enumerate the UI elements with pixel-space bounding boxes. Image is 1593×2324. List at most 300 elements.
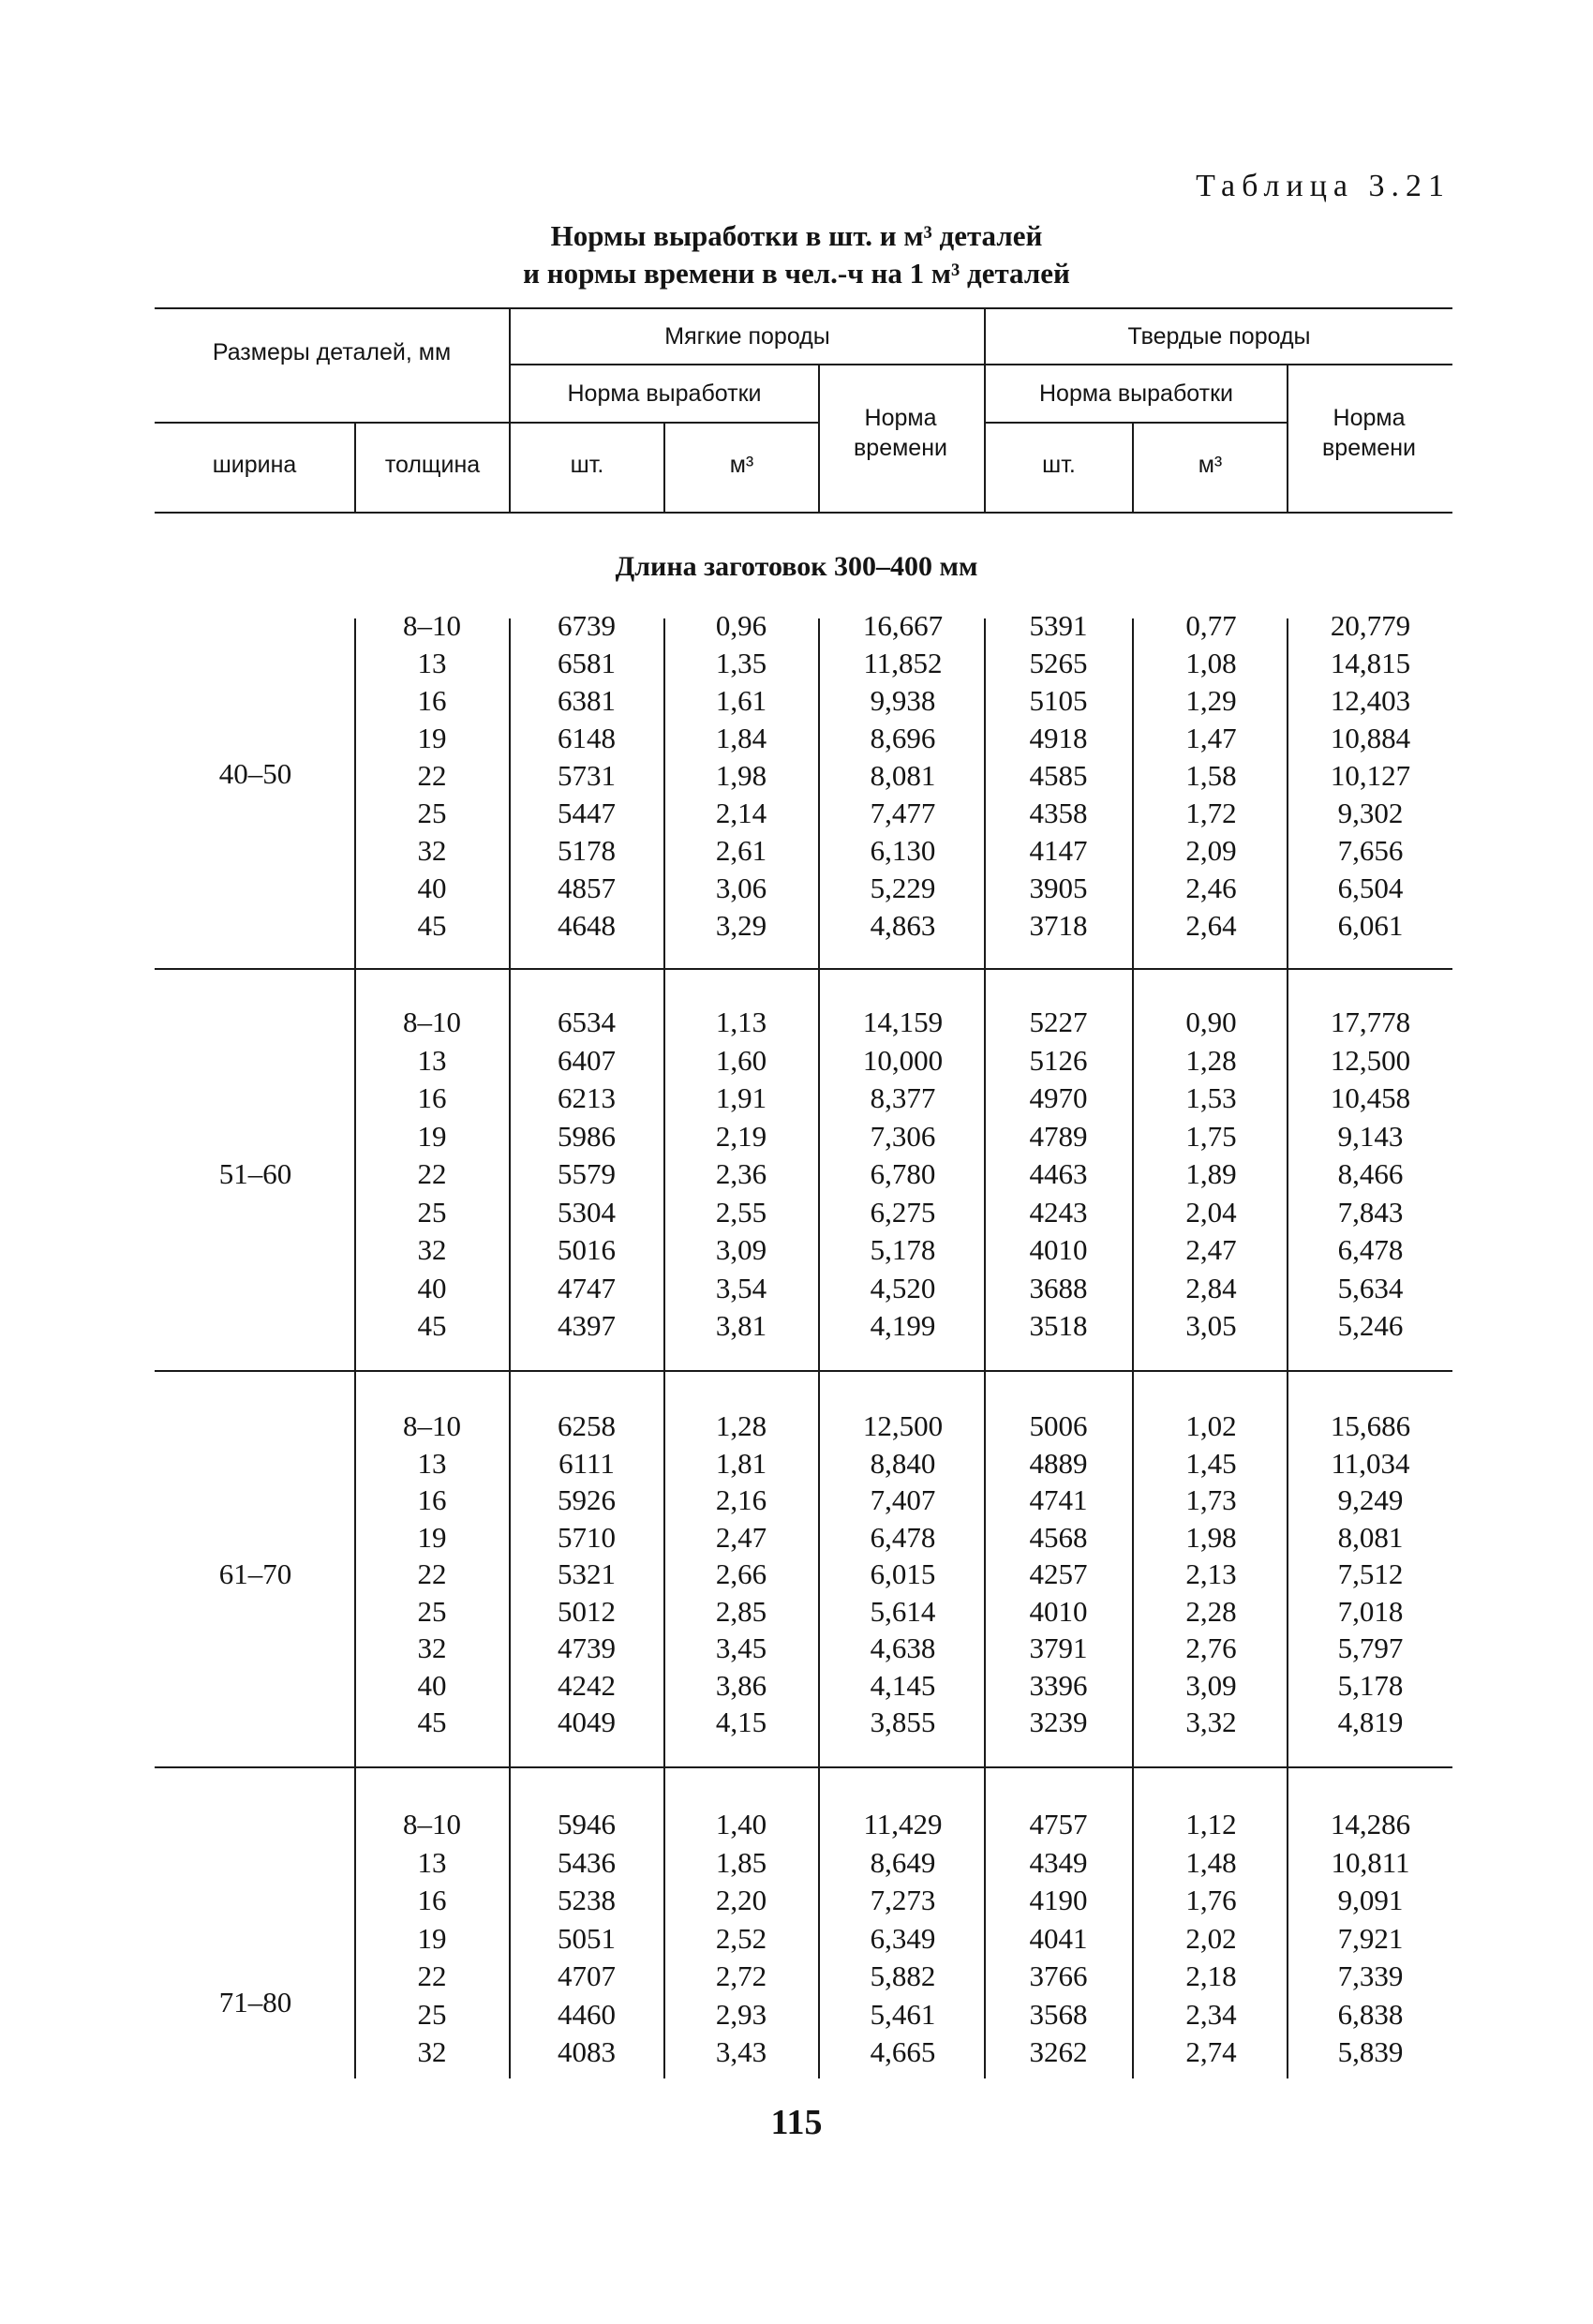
table-row	[0, 1006, 1593, 1043]
thickness-cell: 13	[417, 647, 447, 679]
soft-time-cell: 4,145	[870, 1668, 936, 1702]
table-row	[0, 1808, 1593, 1845]
hard-m3-cell: 2,34	[1185, 1997, 1237, 2031]
soft-pcs-cell: 4460	[558, 1997, 616, 2031]
hard-time-cell: 10,127	[1330, 759, 1411, 792]
hard-time-cell: 9,302	[1337, 797, 1404, 829]
soft-m3-cell: 2,19	[715, 1119, 767, 1153]
page-number: 115	[770, 2103, 823, 2142]
hard-time-cell: 10,884	[1330, 722, 1411, 754]
hard-pcs-cell: 4463	[1029, 1157, 1088, 1190]
hard-m3-cell: 1,58	[1185, 759, 1237, 792]
table-row	[0, 909, 1593, 946]
soft-m3-cell: 3,81	[715, 1309, 767, 1342]
soft-time-cell: 7,407	[870, 1483, 936, 1516]
table-row	[0, 1309, 1593, 1347]
soft-pcs-cell: 6213	[558, 1081, 616, 1114]
hard-m3-cell: 1,48	[1185, 1845, 1237, 1879]
hard-m3-cell: 1,28	[1185, 1043, 1237, 1077]
soft-time-cell: 8,696	[870, 722, 936, 754]
table-row	[0, 797, 1593, 834]
hard-pcs-cell: 5006	[1029, 1409, 1088, 1442]
table-row	[0, 1631, 1593, 1669]
header-hard-species: Твердые породы	[1127, 323, 1311, 350]
hard-m3-cell: 2,64	[1185, 909, 1237, 942]
header-hard-pcs: шт.	[1042, 452, 1076, 478]
thickness-cell: 32	[417, 1631, 447, 1664]
soft-pcs-cell: 5238	[558, 1884, 616, 1916]
soft-time-cell: 4,638	[870, 1631, 936, 1664]
hard-time-cell: 14,815	[1330, 647, 1411, 679]
hard-m3-cell: 1,98	[1185, 1520, 1237, 1554]
hard-pcs-cell: 3262	[1029, 2035, 1088, 2068]
hard-m3-cell: 1,89	[1185, 1157, 1237, 1190]
hard-pcs-cell: 5227	[1029, 1006, 1088, 1038]
soft-pcs-cell: 6407	[558, 1043, 616, 1077]
hard-m3-cell: 2,02	[1185, 1921, 1237, 1955]
header-divider-soft-time	[818, 364, 820, 512]
header-divider-hard-time	[1287, 364, 1288, 512]
soft-time-cell: 8,649	[870, 1845, 936, 1879]
soft-m3-cell: 1,28	[715, 1409, 767, 1442]
soft-time-cell: 11,852	[863, 647, 943, 679]
thickness-cell: 16	[417, 1483, 447, 1516]
hard-time-cell: 7,843	[1337, 1195, 1404, 1229]
thickness-cell: 40	[417, 1271, 447, 1304]
table-row	[0, 1409, 1593, 1447]
soft-m3-cell: 1,81	[715, 1446, 767, 1480]
width-range-label: 71–80	[218, 1986, 292, 2019]
soft-pcs-cell: 4242	[558, 1668, 616, 1702]
soft-pcs-cell: 4397	[558, 1309, 616, 1342]
hard-m3-cell: 1,72	[1185, 797, 1237, 829]
width-range-label: 61–70	[218, 1557, 292, 1590]
table-row	[0, 722, 1593, 759]
header-width: ширина	[212, 452, 297, 478]
table-row	[0, 1922, 1593, 1959]
table-row	[0, 1884, 1593, 1921]
soft-time-cell: 5,882	[870, 1959, 936, 1992]
soft-pcs-cell: 5321	[558, 1557, 616, 1590]
soft-pcs-cell: 6258	[558, 1409, 616, 1442]
header-rule-output-hard	[986, 422, 1288, 424]
hard-m3-cell: 2,28	[1185, 1594, 1237, 1628]
soft-m3-cell: 1,84	[715, 722, 767, 754]
hard-pcs-cell: 5126	[1029, 1043, 1088, 1077]
soft-pcs-cell: 5178	[558, 834, 616, 867]
table-label: Таблица 3.21	[1196, 169, 1451, 203]
soft-time-cell: 8,840	[870, 1446, 936, 1480]
soft-m3-cell: 2,16	[715, 1483, 767, 1516]
hard-time-cell: 7,656	[1337, 834, 1404, 867]
table-row	[0, 1196, 1593, 1233]
thickness-cell: 8–10	[403, 1006, 461, 1038]
hard-time-cell: 9,143	[1337, 1119, 1404, 1153]
hard-pcs-cell: 3518	[1029, 1309, 1088, 1342]
width-range-label: 40–50	[218, 757, 292, 790]
thickness-cell: 32	[417, 834, 447, 867]
hard-time-cell: 5,246	[1337, 1309, 1404, 1342]
hard-pcs-cell: 4257	[1029, 1557, 1088, 1590]
header-sizes: Размеры деталей, мм	[212, 339, 452, 365]
hard-pcs-cell: 3396	[1029, 1668, 1088, 1702]
header-hard-time-norm: Норма времени	[1322, 405, 1416, 461]
hard-pcs-cell: 3791	[1029, 1631, 1088, 1664]
soft-pcs-cell: 4747	[558, 1271, 616, 1304]
soft-m3-cell: 3,54	[715, 1271, 767, 1304]
header-soft-species: Мягкие породы	[664, 323, 830, 350]
soft-time-cell: 11,429	[863, 1808, 943, 1840]
soft-m3-cell: 1,91	[715, 1081, 767, 1114]
hard-time-cell: 7,018	[1337, 1594, 1404, 1628]
thickness-cell: 45	[417, 909, 447, 942]
table-row	[0, 1706, 1593, 1743]
hard-m3-cell: 1,29	[1185, 684, 1237, 717]
soft-pcs-cell: 5986	[558, 1119, 616, 1153]
hard-time-cell: 10,458	[1330, 1081, 1411, 1114]
soft-time-cell: 4,863	[870, 909, 936, 942]
thickness-cell: 25	[417, 1195, 447, 1229]
thickness-cell: 40	[417, 872, 447, 904]
soft-time-cell: 6,478	[870, 1520, 936, 1554]
table-row	[0, 1447, 1593, 1484]
thickness-cell: 16	[417, 684, 447, 717]
table-row	[0, 1557, 1593, 1595]
soft-time-cell: 10,000	[862, 1043, 944, 1077]
hard-time-cell: 8,081	[1337, 1520, 1404, 1554]
soft-m3-cell: 2,72	[715, 1959, 767, 1992]
soft-m3-cell: 2,14	[715, 797, 767, 829]
table-row	[0, 872, 1593, 909]
soft-m3-cell: 2,36	[715, 1157, 767, 1190]
hard-pcs-cell: 4349	[1029, 1845, 1088, 1879]
header-soft-pcs: шт.	[570, 452, 604, 478]
soft-pcs-cell: 5051	[558, 1921, 616, 1955]
soft-time-cell: 4,199	[870, 1309, 936, 1342]
table-row	[0, 1081, 1593, 1119]
soft-pcs-cell: 5012	[558, 1594, 616, 1628]
hard-pcs-cell: 4585	[1029, 759, 1088, 792]
thickness-cell: 25	[417, 1997, 447, 2031]
soft-m3-cell: 2,85	[715, 1594, 767, 1628]
hard-m3-cell: 2,74	[1185, 2035, 1237, 2068]
hard-time-cell: 15,686	[1330, 1409, 1411, 1442]
hard-pcs-cell: 4190	[1029, 1884, 1088, 1916]
thickness-cell: 8–10	[403, 1409, 461, 1442]
hard-time-cell: 7,921	[1337, 1921, 1404, 1955]
soft-time-cell: 8,081	[870, 759, 936, 792]
soft-m3-cell: 2,61	[715, 834, 767, 867]
soft-pcs-cell: 4857	[558, 872, 616, 904]
soft-time-cell: 5,178	[870, 1233, 936, 1266]
table-row	[0, 1272, 1593, 1309]
hard-m3-cell: 1,73	[1185, 1483, 1237, 1516]
hard-time-cell: 10,811	[1331, 1845, 1410, 1879]
hard-pcs-cell: 4041	[1029, 1921, 1088, 1955]
soft-m3-cell: 3,09	[715, 1233, 767, 1266]
table-row	[0, 1483, 1593, 1521]
hard-m3-cell: 1,08	[1185, 647, 1237, 679]
hard-pcs-cell: 4010	[1029, 1233, 1088, 1266]
header-thickness: толщина	[384, 452, 481, 478]
soft-pcs-cell: 4739	[558, 1631, 616, 1664]
soft-pcs-cell: 6581	[558, 647, 616, 679]
soft-time-cell: 4,520	[870, 1271, 936, 1304]
soft-m3-cell: 3,86	[715, 1668, 767, 1702]
soft-pcs-cell: 4049	[558, 1706, 616, 1738]
hard-pcs-cell: 3905	[1029, 872, 1088, 904]
hard-time-cell: 6,478	[1337, 1233, 1404, 1266]
table-row	[0, 1157, 1593, 1195]
soft-pcs-cell: 5926	[558, 1483, 616, 1516]
hard-m3-cell: 3,09	[1185, 1668, 1237, 1702]
soft-m3-cell: 1,40	[715, 1808, 767, 1840]
header-hard-m3: м³	[1198, 452, 1223, 478]
table-row	[0, 1120, 1593, 1157]
soft-pcs-cell: 5016	[558, 1233, 616, 1266]
hard-m3-cell: 2,46	[1185, 872, 1237, 904]
hard-time-cell: 11,034	[1331, 1446, 1410, 1480]
hard-m3-cell: 2,47	[1185, 1233, 1237, 1266]
hard-time-cell: 17,778	[1330, 1006, 1411, 1038]
table-row	[0, 759, 1593, 797]
hard-pcs-cell: 4010	[1029, 1594, 1088, 1628]
table-row	[0, 1998, 1593, 2035]
soft-time-cell: 6,349	[870, 1921, 936, 1955]
soft-m3-cell: 3,43	[715, 2035, 767, 2068]
soft-time-cell: 4,665	[870, 2035, 936, 2068]
soft-pcs-cell: 4648	[558, 909, 616, 942]
hard-pcs-cell: 4757	[1029, 1808, 1088, 1840]
group-separator	[155, 1370, 1452, 1372]
soft-m3-cell: 1,60	[715, 1043, 767, 1077]
header-rule-output	[155, 422, 820, 424]
soft-time-cell: 14,159	[862, 1006, 944, 1038]
soft-time-cell: 6,780	[870, 1157, 936, 1190]
soft-pcs-cell: 4707	[558, 1959, 616, 1992]
hard-time-cell: 6,504	[1337, 872, 1404, 904]
soft-m3-cell: 2,52	[715, 1921, 767, 1955]
hard-time-cell: 6,061	[1337, 909, 1404, 942]
hard-time-cell: 4,819	[1337, 1706, 1404, 1738]
hard-m3-cell: 2,04	[1185, 1195, 1237, 1229]
thickness-cell: 22	[417, 1959, 447, 1992]
soft-time-cell: 5,614	[870, 1594, 936, 1628]
hard-time-cell: 9,249	[1337, 1483, 1404, 1516]
header-hard-output-norm: Норма выработки	[1039, 380, 1233, 407]
hard-m3-cell: 1,47	[1185, 722, 1237, 754]
width-range-label: 51–60	[218, 1157, 292, 1190]
hard-m3-cell: 2,18	[1185, 1959, 1237, 1992]
soft-pcs-cell: 5436	[558, 1845, 616, 1879]
thickness-cell: 32	[417, 2035, 447, 2068]
thickness-cell: 13	[417, 1845, 447, 1879]
soft-m3-cell: 0,96	[715, 609, 767, 642]
hard-time-cell: 12,403	[1330, 684, 1411, 717]
thickness-cell: 19	[417, 722, 447, 754]
table-row	[0, 1959, 1593, 1997]
thickness-cell: 25	[417, 797, 447, 829]
header-bottom-rule	[155, 512, 1452, 514]
hard-m3-cell: 2,13	[1185, 1557, 1237, 1590]
hard-pcs-cell: 3239	[1029, 1706, 1088, 1738]
hard-m3-cell: 2,09	[1185, 834, 1237, 867]
table-row	[0, 1521, 1593, 1558]
hard-time-cell: 5,797	[1337, 1631, 1404, 1664]
hard-m3-cell: 1,02	[1185, 1409, 1237, 1442]
hard-pcs-cell: 3718	[1029, 909, 1088, 942]
hard-pcs-cell: 4568	[1029, 1520, 1088, 1554]
soft-m3-cell: 3,29	[715, 909, 767, 942]
hard-time-cell: 5,178	[1337, 1668, 1404, 1702]
hard-pcs-cell: 3766	[1029, 1959, 1088, 1992]
hard-time-cell: 9,091	[1337, 1884, 1404, 1916]
soft-m3-cell: 1,35	[715, 647, 767, 679]
hard-m3-cell: 1,53	[1185, 1081, 1237, 1114]
hard-pcs-cell: 3568	[1029, 1997, 1088, 2031]
hard-time-cell: 6,838	[1337, 1997, 1404, 2031]
hard-pcs-cell: 4889	[1029, 1446, 1088, 1480]
soft-m3-cell: 2,55	[715, 1195, 767, 1229]
thickness-cell: 32	[417, 1233, 447, 1266]
hard-pcs-cell: 4918	[1029, 722, 1088, 754]
soft-time-cell: 8,377	[870, 1081, 936, 1114]
hard-pcs-cell: 4147	[1029, 834, 1088, 867]
table-row	[0, 834, 1593, 872]
thickness-cell: 16	[417, 1081, 447, 1114]
hard-pcs-cell: 4358	[1029, 797, 1088, 829]
soft-pcs-cell: 5304	[558, 1195, 616, 1229]
soft-time-cell: 9,938	[870, 684, 936, 717]
group-separator	[155, 968, 1452, 970]
title-line-1: Нормы выработки в шт. и м³ деталей	[550, 219, 1043, 252]
thickness-cell: 22	[417, 1157, 447, 1190]
soft-m3-cell: 2,20	[715, 1884, 767, 1916]
soft-m3-cell: 1,85	[715, 1845, 767, 1879]
soft-pcs-cell: 6381	[558, 684, 616, 717]
soft-time-cell: 6,130	[870, 834, 936, 867]
thickness-cell: 13	[417, 1446, 447, 1480]
soft-time-cell: 16,667	[862, 609, 944, 642]
hard-pcs-cell: 3688	[1029, 1271, 1088, 1304]
thickness-cell: 45	[417, 1706, 447, 1738]
soft-time-cell: 3,855	[870, 1706, 936, 1738]
thickness-cell: 19	[417, 1119, 447, 1153]
table-row	[0, 1846, 1593, 1884]
hard-m3-cell: 0,90	[1185, 1006, 1237, 1038]
hard-m3-cell: 0,77	[1185, 609, 1237, 642]
soft-m3-cell: 4,15	[715, 1706, 767, 1738]
thickness-cell: 8–10	[403, 1808, 461, 1840]
soft-time-cell: 5,461	[870, 1997, 936, 2031]
hard-time-cell: 7,512	[1337, 1557, 1404, 1590]
soft-m3-cell: 1,61	[715, 684, 767, 717]
header-top-rule	[155, 307, 1452, 309]
thickness-cell: 40	[417, 1668, 447, 1702]
soft-m3-cell: 1,98	[715, 759, 767, 792]
hard-pcs-cell: 5391	[1029, 609, 1088, 642]
soft-pcs-cell: 6148	[558, 722, 616, 754]
header-soft-time-norm: Норма времени	[854, 405, 947, 461]
hard-time-cell: 14,286	[1330, 1808, 1411, 1840]
hard-m3-cell: 3,05	[1185, 1309, 1237, 1342]
soft-time-cell: 12,500	[862, 1409, 944, 1442]
soft-pcs-cell: 5946	[558, 1808, 616, 1840]
hard-m3-cell: 1,45	[1185, 1446, 1237, 1480]
title-line-2: и нормы времени в чел.-ч на 1 м³ деталей	[523, 257, 1070, 290]
thickness-cell: 19	[417, 1520, 447, 1554]
soft-pcs-cell: 5710	[558, 1520, 616, 1554]
table-row	[0, 1595, 1593, 1632]
thickness-cell: 25	[417, 1594, 447, 1628]
thickness-cell: 16	[417, 1884, 447, 1916]
soft-pcs-cell: 6111	[558, 1446, 615, 1480]
thickness-cell: 13	[417, 1043, 447, 1077]
soft-time-cell: 6,015	[870, 1557, 936, 1590]
thickness-cell: 19	[417, 1921, 447, 1955]
table-row	[0, 609, 1593, 647]
header-soft-output-norm: Норма выработки	[567, 380, 762, 407]
table-title	[0, 217, 1593, 292]
hard-pcs-cell: 4243	[1029, 1195, 1088, 1229]
soft-m3-cell: 3,45	[715, 1631, 767, 1664]
hard-m3-cell: 1,75	[1185, 1119, 1237, 1153]
soft-m3-cell: 1,13	[715, 1006, 767, 1038]
soft-time-cell: 7,273	[870, 1884, 936, 1916]
hard-m3-cell: 1,12	[1185, 1808, 1237, 1840]
table-row	[0, 1669, 1593, 1706]
hard-time-cell: 12,500	[1330, 1043, 1411, 1077]
hard-time-cell: 5,634	[1337, 1271, 1404, 1304]
table-row	[0, 1044, 1593, 1081]
soft-m3-cell: 3,06	[715, 872, 767, 904]
soft-pcs-cell: 5579	[558, 1157, 616, 1190]
soft-pcs-cell: 6739	[558, 609, 616, 642]
hard-pcs-cell: 5265	[1029, 647, 1088, 679]
table-row	[0, 647, 1593, 684]
group-separator	[155, 1766, 1452, 1768]
table-row	[0, 2035, 1593, 2073]
soft-m3-cell: 2,93	[715, 1997, 767, 2031]
hard-m3-cell: 2,84	[1185, 1271, 1237, 1304]
soft-pcs-cell: 6534	[558, 1006, 616, 1038]
hard-pcs-cell: 4789	[1029, 1119, 1088, 1153]
soft-m3-cell: 2,47	[715, 1520, 767, 1554]
soft-pcs-cell: 5731	[558, 759, 616, 792]
hard-m3-cell: 2,76	[1185, 1631, 1237, 1664]
thickness-cell: 22	[417, 1557, 447, 1590]
soft-time-cell: 6,275	[870, 1195, 936, 1229]
hard-pcs-cell: 4970	[1029, 1081, 1088, 1114]
hard-m3-cell: 1,76	[1185, 1884, 1237, 1916]
soft-time-cell: 5,229	[870, 872, 936, 904]
hard-m3-cell: 3,32	[1185, 1706, 1237, 1738]
soft-time-cell: 7,477	[870, 797, 936, 829]
soft-time-cell: 7,306	[870, 1119, 936, 1153]
section-title: Длина заготовок 300–400 мм	[615, 551, 978, 582]
hard-time-cell: 8,466	[1337, 1157, 1404, 1190]
hard-pcs-cell: 4741	[1029, 1483, 1088, 1516]
hard-time-cell: 5,839	[1337, 2035, 1404, 2068]
table-row	[0, 1233, 1593, 1271]
header-soft-m3: м³	[729, 452, 754, 478]
hard-time-cell: 20,779	[1330, 609, 1411, 642]
thickness-cell: 22	[417, 759, 447, 792]
thickness-cell: 45	[417, 1309, 447, 1342]
soft-pcs-cell: 5447	[558, 797, 616, 829]
header-rule-families	[511, 364, 1452, 365]
soft-pcs-cell: 4083	[558, 2035, 616, 2068]
